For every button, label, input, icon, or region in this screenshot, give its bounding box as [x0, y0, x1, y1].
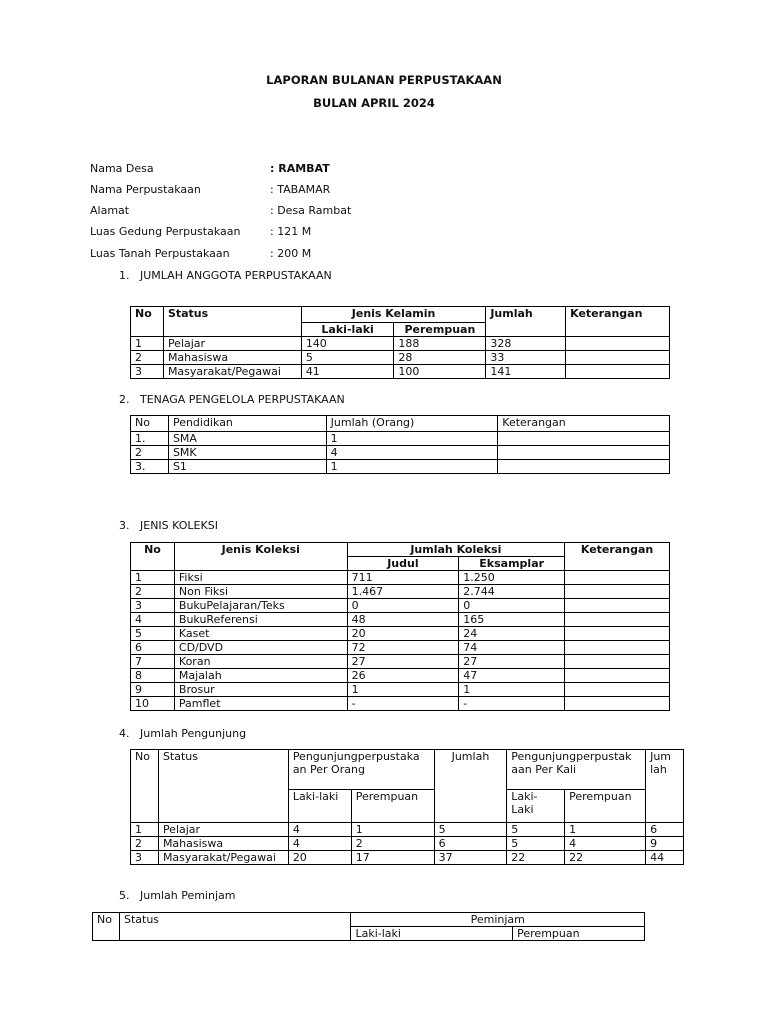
cell-copies: 1.250 — [459, 571, 565, 585]
cell-no: 8 — [131, 669, 175, 683]
cell-note — [565, 655, 670, 669]
col-type: Jenis Koleksi — [174, 543, 347, 571]
cell-note — [565, 641, 670, 655]
cell-no: 7 — [131, 655, 175, 669]
cell-female: 188 — [394, 337, 486, 351]
cell-status: Masyarakat/Pegawai — [163, 365, 301, 379]
cell-male-person: 4 — [288, 823, 351, 837]
cell-title: 1.467 — [347, 585, 459, 599]
cell-copies: 1 — [459, 683, 565, 697]
report-subtitle: BULAN APRIL 2024 — [313, 96, 435, 110]
cell-note — [565, 585, 670, 599]
table-row — [131, 365, 670, 379]
table-row — [131, 446, 670, 460]
cell-no: 2 — [131, 446, 169, 460]
info-label: Nama Desa — [90, 162, 154, 175]
col-male: Laki-laki — [301, 323, 394, 337]
cell-female-person: 1 — [351, 823, 434, 837]
cell-type: Kaset — [174, 627, 347, 641]
cell-note — [498, 446, 670, 460]
cell-male: 41 — [301, 365, 394, 379]
col-status: Status — [119, 913, 351, 941]
section-number: 3. — [119, 519, 130, 532]
col-education: Pendidikan — [168, 416, 326, 432]
section-number: 5. — [119, 889, 130, 902]
cell-male: 140 — [301, 337, 394, 351]
cell-count: 1 — [326, 460, 498, 474]
section-number: 1. — [119, 269, 130, 282]
col-total-visit: Jum lah — [646, 750, 684, 823]
section3-heading — [119, 518, 218, 534]
col-amount: Jumlah Koleksi — [347, 543, 564, 557]
cell-title: 72 — [347, 641, 459, 655]
cell-copies: 27 — [459, 655, 565, 669]
cell-male-person: 20 — [288, 851, 351, 865]
cell-copies: 0 — [459, 599, 565, 613]
cell-no: 1 — [131, 337, 164, 351]
cell-total: 141 — [486, 365, 566, 379]
cell-male-visit: 5 — [507, 837, 565, 851]
cell-education: S1 — [168, 460, 326, 474]
cell-female-person: 17 — [351, 851, 434, 865]
cell-no: 9 — [131, 683, 175, 697]
cell-copies: 165 — [459, 613, 565, 627]
table-row — [131, 655, 670, 669]
col-no: No — [93, 913, 120, 941]
cell-note — [565, 669, 670, 683]
table-row — [131, 669, 670, 683]
cell-no: 3 — [131, 365, 164, 379]
col-note: Keterangan — [566, 307, 670, 337]
col-female: Perempuan — [513, 927, 645, 941]
staff-table — [130, 415, 670, 474]
col-total: Jumlah — [486, 307, 566, 337]
cell-title: 26 — [347, 669, 459, 683]
col-note: Keterangan — [565, 543, 670, 571]
cell-copies: 24 — [459, 627, 565, 641]
section5-heading — [119, 888, 235, 904]
col-female-person: Perempuan — [351, 790, 434, 823]
cell-note — [565, 571, 670, 585]
cell-total-person: 37 — [434, 851, 507, 865]
col-male: Laki-laki — [351, 927, 513, 941]
section-title: JUMLAH ANGGOTA PERPUSTAKAAN — [140, 269, 332, 282]
table-row — [131, 432, 670, 446]
cell-education: SMA — [168, 432, 326, 446]
collection-table — [130, 542, 670, 711]
col-no: No — [131, 416, 169, 432]
cell-total-person: 6 — [434, 837, 507, 851]
cell-male: 5 — [301, 351, 394, 365]
cell-status: Mahasiswa — [158, 837, 288, 851]
col-no: No — [131, 750, 159, 823]
col-copies: Eksamplar — [459, 557, 565, 571]
cell-type: Pamflet — [174, 697, 347, 711]
col-borrower: Peminjam — [351, 913, 645, 927]
section-number: 2. — [119, 393, 130, 406]
cell-title: 0 — [347, 599, 459, 613]
info-label: Alamat — [90, 204, 130, 217]
cell-male-visit: 5 — [507, 823, 565, 837]
cell-note — [566, 365, 670, 379]
table-row — [131, 613, 670, 627]
cell-note — [565, 697, 670, 711]
col-male-visit: Laki- Laki — [507, 790, 565, 823]
table-row — [131, 599, 670, 613]
cell-type: BukuReferensi — [174, 613, 347, 627]
cell-status: Pelajar — [163, 337, 301, 351]
table-row — [131, 585, 670, 599]
section-number: 4. — [119, 727, 130, 740]
cell-total-visit: 9 — [646, 837, 684, 851]
cell-note — [566, 351, 670, 365]
section2-heading — [119, 392, 345, 408]
borrowers-table — [92, 912, 645, 941]
cell-status: Mahasiswa — [163, 351, 301, 365]
cell-no: 3 — [131, 599, 175, 613]
cell-no: 4 — [131, 613, 175, 627]
cell-no: 2 — [131, 351, 164, 365]
col-note: Keterangan — [498, 416, 670, 432]
visitors-table — [130, 749, 684, 865]
cell-education: SMK — [168, 446, 326, 460]
cell-no: 10 — [131, 697, 175, 711]
info-value: : 200 M — [270, 247, 312, 260]
col-title: Judul — [347, 557, 459, 571]
table-row — [131, 683, 670, 697]
cell-copies: 74 — [459, 641, 565, 655]
col-status: Status — [163, 307, 301, 337]
table-row — [131, 460, 670, 474]
section-title: TENAGA PENGELOLA PERPUSTAKAAN — [140, 393, 345, 406]
cell-status: Masyarakat/Pegawai — [158, 851, 288, 865]
cell-type: CD/DVD — [174, 641, 347, 655]
col-total-person: Jumlah — [434, 750, 507, 823]
cell-no: 2 — [131, 585, 175, 599]
info-value: : TABAMAR — [270, 183, 331, 196]
cell-female-visit: 1 — [565, 823, 646, 837]
section-title: JENIS KOLEKSI — [140, 519, 218, 532]
report-title: LAPORAN BULANAN PERPUSTAKAAN — [266, 73, 502, 87]
cell-copies: 2.744 — [459, 585, 565, 599]
section-title: Jumlah Peminjam — [140, 889, 236, 902]
cell-no: 5 — [131, 627, 175, 641]
cell-type: Koran — [174, 655, 347, 669]
cell-type: Non Fiksi — [174, 585, 347, 599]
col-count: Jumlah (Orang) — [326, 416, 498, 432]
section-title: Jumlah Pengunjung — [140, 727, 247, 740]
info-label: Luas Gedung Perpustakaan — [90, 225, 241, 238]
cell-count: 1 — [326, 432, 498, 446]
cell-total-visit: 44 — [646, 851, 684, 865]
table-row — [131, 697, 670, 711]
cell-total: 33 — [486, 351, 566, 365]
table-row — [131, 837, 684, 851]
cell-total-visit: 6 — [646, 823, 684, 837]
cell-type: Fiksi — [174, 571, 347, 585]
col-male-person: Laki-laki — [288, 790, 351, 823]
cell-title: 711 — [347, 571, 459, 585]
table-row — [131, 641, 670, 655]
cell-type: BukuPelajaran/Teks — [174, 599, 347, 613]
cell-no: 3 — [131, 851, 159, 865]
cell-no: 2 — [131, 837, 159, 851]
cell-total: 328 — [486, 337, 566, 351]
section4-heading — [119, 726, 246, 742]
section1-heading — [119, 268, 332, 284]
cell-male-visit: 22 — [507, 851, 565, 865]
cell-title: - — [347, 697, 459, 711]
cell-note — [565, 683, 670, 697]
col-per-visit: Pengunjungperpustak aan Per Kali — [507, 750, 646, 790]
col-per-person: Pengunjungperpustaka an Per Orang — [288, 750, 434, 790]
col-female-visit: Perempuan — [565, 790, 646, 823]
cell-note — [566, 337, 670, 351]
cell-no: 1 — [131, 823, 159, 837]
col-no: No — [131, 543, 175, 571]
cell-no: 1. — [131, 432, 169, 446]
table-row — [131, 823, 684, 837]
cell-male-person: 4 — [288, 837, 351, 851]
cell-no: 3. — [131, 460, 169, 474]
info-label: Luas Tanah Perpustakaan — [90, 247, 230, 260]
table-row — [131, 627, 670, 641]
cell-title: 1 — [347, 683, 459, 697]
cell-type: Brosur — [174, 683, 347, 697]
cell-note — [565, 627, 670, 641]
table-row — [131, 571, 670, 585]
table-row — [131, 851, 684, 865]
members-table — [130, 306, 670, 379]
cell-copies: 47 — [459, 669, 565, 683]
cell-count: 4 — [326, 446, 498, 460]
col-status: Status — [158, 750, 288, 823]
cell-female-visit: 22 — [565, 851, 646, 865]
cell-copies: - — [459, 697, 565, 711]
info-value: : RAMBAT — [270, 162, 330, 175]
cell-total-person: 5 — [434, 823, 507, 837]
cell-female: 100 — [394, 365, 486, 379]
cell-title: 27 — [347, 655, 459, 669]
cell-note — [565, 613, 670, 627]
cell-female: 28 — [394, 351, 486, 365]
col-gender: Jenis Kelamin — [301, 307, 486, 323]
cell-title: 48 — [347, 613, 459, 627]
col-no: No — [131, 307, 164, 337]
cell-female-person: 2 — [351, 837, 434, 851]
info-value: : Desa Rambat — [270, 204, 352, 217]
cell-title: 20 — [347, 627, 459, 641]
cell-no: 6 — [131, 641, 175, 655]
info-value: : 121 M — [270, 225, 312, 238]
cell-no: 1 — [131, 571, 175, 585]
cell-note — [565, 599, 670, 613]
info-label: Nama Perpustakaan — [90, 183, 201, 196]
table-row — [131, 351, 670, 365]
cell-type: Majalah — [174, 669, 347, 683]
cell-female-visit: 4 — [565, 837, 646, 851]
table-row — [131, 337, 670, 351]
cell-note — [498, 460, 670, 474]
cell-note — [498, 432, 670, 446]
col-female: Perempuan — [394, 323, 486, 337]
cell-status: Pelajar — [158, 823, 288, 837]
